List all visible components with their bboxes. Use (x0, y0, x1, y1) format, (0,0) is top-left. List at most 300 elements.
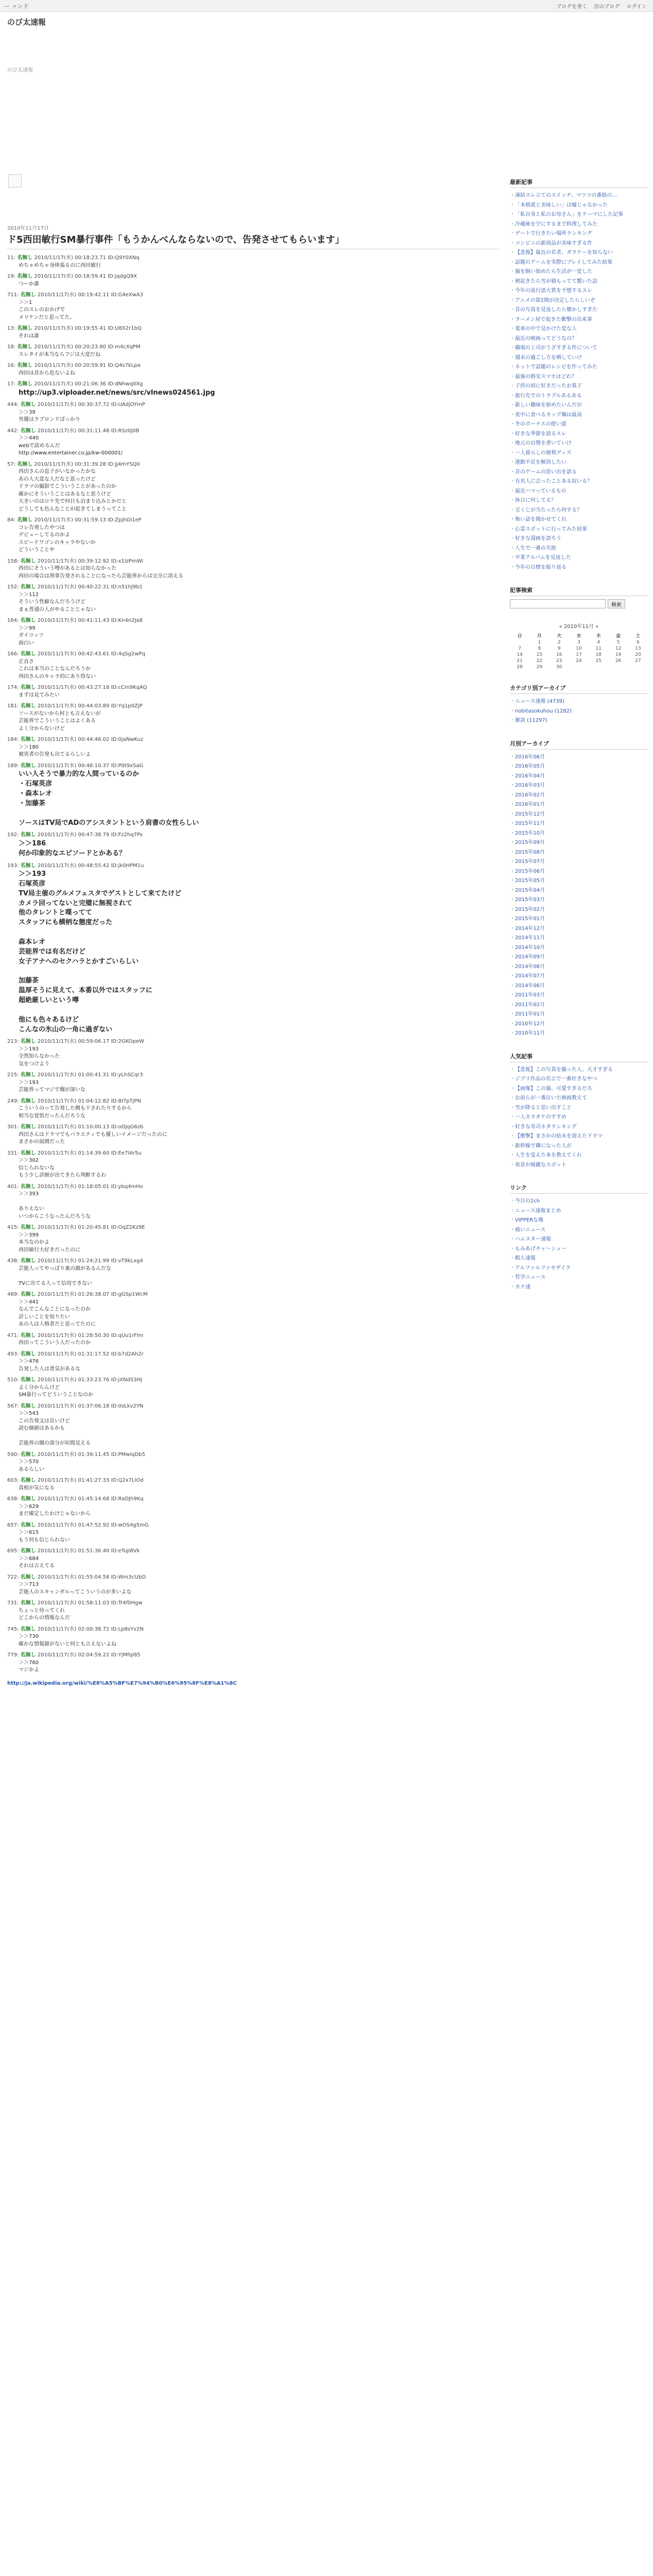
post-header: 567: 名無し 2010/11/17(水) 01:37:06.18 ID:0sLkv2YN (7, 1403, 144, 1409)
post-number[interactable]: 444 (7, 402, 18, 408)
latest-article-link[interactable]: ・ 地元の自慢を書いていけ (510, 439, 648, 449)
latest-article-link[interactable]: ・ 有名人に会ったことある奴いる？ (510, 477, 648, 487)
post-id: ID:Lp8sYv2N (111, 1626, 144, 1632)
post-number[interactable]: 164 (7, 618, 18, 624)
archive-heading: 月別アーカイブ (510, 739, 648, 750)
post-author: 名無し (20, 1150, 36, 1156)
archive-link[interactable]: ・ 2015年05月 (510, 876, 648, 886)
archive-link[interactable]: ・ 2015年11月 (510, 819, 648, 829)
post-number[interactable]: 415 (7, 1225, 18, 1231)
blogroll-link[interactable]: ・ アルファルファモザイク (510, 1264, 648, 1274)
calendar-day[interactable]: 22 (536, 658, 543, 664)
latest-article-link[interactable]: ・ 朝起きたら雪が積もってて驚いた話 (510, 277, 648, 287)
calendar-day[interactable]: 13 (635, 646, 641, 651)
post-id: ID:ZpjhGl1eP (108, 517, 142, 523)
latest-article-link[interactable]: ・ 昔の写真を見返したら懐かしすぎた (510, 306, 648, 315)
archive-link[interactable]: ・ 2015年01月 (510, 914, 648, 924)
post-number[interactable]: 193 (7, 862, 18, 869)
post-id: ID:oDJqG6zb (111, 1124, 144, 1130)
latest-article-link[interactable]: ・ 旅行先でのトラブルあるある (510, 392, 648, 401)
post-date: 2010/11/17(水) 01:51:36.40 (37, 1548, 110, 1554)
archive-link[interactable]: ・ 2015年12月 (510, 810, 648, 820)
archive-link[interactable]: ・ 2014年07月 (510, 972, 648, 981)
post-number[interactable]: 695 (7, 1548, 18, 1554)
post-number[interactable]: 152 (7, 584, 18, 590)
post (7, 1626, 499, 1649)
post-date: 2010/11/17(水) 01:33:23.76 (37, 1377, 110, 1383)
latest-article-link[interactable]: ・ 人生で一番の失敗 (510, 544, 648, 554)
calendar-day[interactable]: 26 (615, 658, 622, 664)
post-number[interactable]: 166 (7, 651, 18, 657)
post-date: 2010/11/17(水) 01:24:21.99 (37, 1258, 110, 1264)
post-number[interactable]: 17 (7, 381, 14, 387)
latest-article-link[interactable]: ・ デートで行きたい場所ランキング (510, 229, 648, 239)
post-date: 2010/11/17(水) 00:19:55.41 (34, 326, 106, 331)
search-button[interactable]: 検索 (608, 599, 625, 608)
post-number[interactable]: 711 (7, 292, 18, 298)
post-body: ＞＞629 まだ確定したわけじゃないから (19, 1503, 91, 1517)
latest-article-link[interactable]: ・ 「本格派と美味しい」は嘘じゃなかった (510, 201, 648, 211)
post-number[interactable]: 189 (7, 762, 18, 769)
post-number[interactable]: 442 (7, 428, 18, 434)
latest-article-link[interactable]: ・ 休日に何してる？ (510, 496, 648, 506)
archive-list (510, 753, 648, 1039)
search-input[interactable] (510, 599, 606, 608)
calendar-day[interactable] (589, 664, 608, 670)
latest-article-link[interactable]: ・ ラーメン屋で起きた衝撃の出来事 (510, 315, 648, 325)
post-header: 590: 名無し 2010/11/17(水) 01:39:11.45 ID:PMwlqDb5 (7, 1451, 145, 1458)
latest-article-link[interactable]: ・ 今年の流行語大賞を予想するスレ (510, 286, 648, 296)
latest-article-link[interactable]: ・ 好きな季節を語るスレ (510, 430, 648, 439)
post (7, 1072, 499, 1094)
post-id: ID:P0t9xSaG (111, 762, 144, 769)
post (7, 1291, 499, 1329)
calendar-day[interactable]: 3 (577, 640, 580, 645)
post-body: ＞＞393 ありえない いつからこうなったんだろうな (19, 1191, 91, 1219)
post-id: ID:jJ4mYSQ0 (108, 461, 140, 467)
archive-link[interactable]: ・ 2015年06月 (510, 867, 648, 877)
post-body: ＞＞180 被害者の告発も出てるらしいよ (19, 744, 91, 758)
calendar-day[interactable]: 28 (517, 665, 523, 670)
post-header: 638: 名無し 2010/11/17(水) 01:45:14.68 ID:RaDJh9Kq (7, 1496, 144, 1502)
post-body: いい人そうで暴力的な人間っているのか ・石塚英彦 ・森本レオ ・加藤茶 ソースはTV局でADのアシスタントという肩書の女性らしい (19, 770, 199, 827)
archive-link[interactable]: ・ 2015年04月 (510, 886, 648, 896)
post-author: 名無し (20, 1258, 36, 1264)
blogroll-link[interactable]: ・ 哲学ニュース (510, 1273, 648, 1283)
post-id: ID:dNhwq0Xg (108, 381, 143, 387)
post-date: 2010/11/17(水) 00:42:43.61 (37, 651, 110, 657)
latest-article-link[interactable]: ・ 【悲報】最近の若者、ガラケーを知らない (510, 248, 648, 258)
post-date: 2010/11/17(水) 00:39:12.92 (37, 558, 110, 564)
post (7, 428, 499, 457)
post-header: 301: 名無し 2010/11/17(水) 01:10:00.13 ID:oDJqG6zb (7, 1124, 144, 1130)
post (7, 584, 499, 614)
calendar-day[interactable]: 24 (576, 658, 582, 664)
calendar-caption[interactable]: « 2010年11月 » (559, 624, 599, 630)
latest-article-link[interactable]: ・ 「私自身と私のお母さん」をテーマにした記事 (510, 210, 648, 220)
popular-article-link[interactable]: ・ 人生を変えた本を教えてくれ (510, 1151, 648, 1161)
calendar-day[interactable]: 21 (517, 658, 523, 664)
post (7, 1451, 499, 1474)
archive-link[interactable]: ・ 2016年01月 (510, 800, 648, 810)
post-number[interactable]: 13 (7, 326, 14, 331)
calendar-day[interactable]: 7 (518, 646, 521, 651)
post-id: ID:gGSp1WcM (111, 1292, 148, 1298)
post-header: 779: 名無し 2010/11/17(水) 02:04:59.22 ID:YjMfqI85 (7, 1652, 141, 1658)
popular-article-link[interactable]: ・ お前らが一番泣いた映画教えて (510, 1094, 648, 1104)
post-number[interactable]: 301 (7, 1124, 18, 1130)
calendar-day[interactable]: 10 (576, 646, 582, 651)
post (7, 762, 499, 828)
article-title[interactable]: ド5西田敏行SM暴行事件「もうかんべんならないので、告発させてもらいます」 (7, 232, 499, 249)
calendar-day[interactable]: 8 (538, 646, 541, 651)
calendar-day[interactable]: 9 (557, 646, 561, 651)
calendar-day[interactable]: 30 (556, 665, 562, 670)
post-id: ID:PMwlqDb5 (111, 1451, 145, 1458)
post-number[interactable]: 331 (7, 1150, 18, 1156)
latest-articles (510, 178, 648, 572)
calendar-day[interactable]: 14 (517, 652, 523, 657)
popular-article-link[interactable]: ・ 【衝撃】まさかの結末を迎えたドラマ (510, 1132, 648, 1142)
category-archive (510, 684, 648, 726)
latest-article-link[interactable]: ・ 最近の映画ってどうなの？ (510, 334, 648, 344)
post-id: ID:0sLkv2YN (111, 1403, 144, 1409)
archive-link[interactable]: ・ 2011年01月 (510, 1010, 648, 1020)
post-header: 603: 名無し 2010/11/17(水) 01:41:27.33 ID:Q2x7LIOd (7, 1478, 144, 1484)
calendar-day[interactable]: 27 (635, 658, 641, 664)
archive-link[interactable]: ・ 2015年03月 (510, 895, 648, 905)
post-id: ID:n51hJ9b1 (111, 584, 143, 590)
post-body: 西田さんの息子がいなかったかな あの人大変な人だなと思ったけど ドラマの撮影でこういうことがあったのか 確かにそういうことはあるなと思うけど 大きいのはロケ先で何日も泊まり込みとかだと どうしても色んなことが起きてしまうってこと (19, 469, 127, 512)
post-body: 西田ってこういう人だったのか (19, 1340, 91, 1346)
popular-article-link[interactable]: ・ 雪が降ると思い出すこと (510, 1104, 648, 1113)
next-blog-link[interactable]: 次のブログ (594, 4, 620, 10)
latest-article-link[interactable]: ・ 宝くじが当たったら何する？ (510, 506, 648, 516)
post (7, 736, 499, 759)
post-header: 84: 名無し 2010/11/17(水) 00:31:59.13 ID:ZpjhGl1eP (7, 517, 142, 523)
blogroll-link[interactable]: ・ もみあげチャ～シュ～ (510, 1245, 648, 1255)
post-header: 331: 名無し 2010/11/17(水) 01:14:39.60 ID:Ee7lAr5u (7, 1150, 142, 1156)
post-number[interactable]: 567 (7, 1403, 18, 1409)
login-link[interactable]: ログイン (626, 4, 647, 10)
calendar-day[interactable]: 6 (636, 640, 640, 645)
category-link[interactable]: ・ nobitasokuhou (1282) (510, 707, 648, 717)
post-number[interactable]: 16 (7, 363, 14, 368)
post-id: ID:x1lzPmWi (111, 558, 144, 564)
post-id: ID:m4cXqPM (108, 344, 141, 350)
post-body: 西田は昔から危ないよね (19, 370, 75, 376)
main-content (7, 170, 499, 2576)
wikipedia-link[interactable]: http://ja.wikipedia.org/wiki/%E8%A5%BF%E7%94%B0%E6%95%8F%E8%A1%8C (7, 1680, 237, 1686)
links-list (510, 1197, 648, 1292)
post-number[interactable]: 590 (7, 1451, 18, 1458)
latest-article-link[interactable]: ・ 冷蔵庫を空にするまで料理してみた (510, 220, 648, 230)
post-number[interactable]: 657 (7, 1522, 18, 1528)
latest-article-link[interactable]: ・ 昔のゲームの思い出を語る (510, 468, 648, 478)
latest-article-link[interactable]: ・ 最強の格安スマホはどれ？ (510, 372, 648, 382)
archive-link[interactable]: ・ 2015年10月 (510, 829, 648, 839)
post-body: ＞＞39 男優はラブロンドばっかり (19, 409, 80, 423)
calendar-day[interactable] (569, 664, 589, 670)
post-date: 2010/11/17(水) 01:37:06.18 (37, 1403, 110, 1409)
top-bar (0, 0, 653, 12)
calendar-day[interactable]: 12 (615, 646, 622, 651)
post-author: 名無し (20, 402, 36, 408)
calendar-day[interactable]: 4 (597, 640, 600, 645)
archive-link[interactable]: ・ 2016年05月 (510, 762, 648, 772)
latest-article-link[interactable]: ・ 話題のゲームを実際にプレイしてみた結果 (510, 258, 648, 268)
post-date: 2010/11/17(水) 01:04:12.82 (37, 1098, 110, 1104)
post-id: ID:RSz0j0B (111, 428, 140, 434)
post-number[interactable]: 469 (7, 1292, 18, 1298)
blogroll-link[interactable]: ・ ハムスター速報 (510, 1235, 648, 1245)
post-number[interactable]: 603 (7, 1478, 18, 1484)
popular-article-link[interactable]: ・ ジブリ作品の名言で一番好きなやつ (510, 1075, 648, 1084)
archive-link[interactable]: ・ 2014年11月 (510, 934, 648, 943)
post-author: 名無し (20, 1574, 36, 1580)
latest-article-link[interactable]: ・ 凍結スレ立てのスイッチ、マツコの番組の… (510, 191, 648, 201)
archive-link[interactable]: ・ 2014年09月 (510, 953, 648, 962)
calendar-day[interactable]: 1 (538, 640, 541, 645)
calendar-day[interactable]: 23 (556, 658, 562, 664)
post-author: 名無し (17, 461, 33, 467)
latest-article-link[interactable]: ・ 電車の中で見かけた変な人 (510, 325, 648, 334)
post-id: ID:UAdjOYmP (111, 402, 145, 408)
archive-link[interactable]: ・ 2015年08月 (510, 848, 648, 858)
latest-article-link[interactable]: ・ 週末の過ごし方を晒していけ (510, 353, 648, 363)
post-number[interactable]: 174 (7, 685, 18, 691)
post-number[interactable]: 213 (7, 1039, 18, 1045)
post (7, 1124, 499, 1146)
post-number[interactable]: 438 (7, 1258, 18, 1264)
archive-link[interactable]: ・ 2015年09月 (510, 838, 648, 848)
calendar-day[interactable] (510, 639, 529, 646)
blogroll-link[interactable]: ・ VIPPERな俺 (510, 1216, 648, 1226)
post-id: ID:U8X2r1bQ (108, 326, 142, 331)
post (7, 1652, 499, 1674)
post (7, 381, 499, 398)
category-link[interactable]: ・ ニュース速報 (4739) (510, 697, 648, 707)
post-list (7, 255, 499, 1674)
post (7, 273, 499, 288)
calendar-day[interactable]: 11 (595, 646, 602, 651)
popular-article-link[interactable]: ・ 一人カラオケのすすめ (510, 1113, 648, 1123)
blogroll-link[interactable]: ・ ニュース速報まとめ (510, 1207, 648, 1216)
post-header: 57: 名無し 2010/11/17(水) 00:31:39.28 ID:jJ4mYSQ0 (7, 461, 140, 467)
post-id: ID:wOS4g5mG (111, 1522, 149, 1528)
post-number[interactable]: 84 (7, 517, 14, 523)
post-number[interactable]: 249 (7, 1098, 18, 1104)
post-author: 名無し (20, 1522, 36, 1528)
archive-link[interactable]: ・ 2016年06月 (510, 753, 648, 762)
popular-article-link[interactable]: ・ 夜景が綺麗なスポット (510, 1161, 648, 1171)
post-body: ＞＞684 それは言えてる (19, 1555, 55, 1569)
latest-article-link[interactable]: ・ 好きな漫画を語ろう (510, 534, 648, 544)
post (7, 1522, 499, 1545)
post-number[interactable]: 779 (7, 1652, 18, 1658)
latest-article-link[interactable]: ・ 冬のボーナスの使い道 (510, 420, 648, 430)
post-number[interactable]: 11 (7, 255, 14, 261)
post-header: 184: 名無し 2010/11/17(水) 00:44:46.02 ID:0jaNwKuz (7, 737, 144, 743)
archive-link[interactable]: ・ 2014年12月 (510, 924, 648, 934)
write-blog-link[interactable]: ブログを書く (556, 4, 588, 10)
post-header: 722: 名無し 2010/11/17(水) 01:55:04.58 ID:Wm3cIzbD (7, 1574, 146, 1580)
popular-article-link[interactable]: ・ 【画像】この猫、可愛すぎるだろ (510, 1084, 648, 1094)
post-number[interactable]: 184 (7, 737, 18, 743)
calendar-day[interactable]: 16 (556, 652, 562, 657)
post (7, 862, 499, 1035)
latest-article-link[interactable]: ・ ネットで話題のレシピを作ってみた (510, 363, 648, 372)
post-author: 名無し (20, 685, 36, 691)
post-body: スレタイが本当ならフジは大変だね (19, 351, 100, 358)
post-header: 13: 名無し 2010/11/17(水) 00:19:55.41 ID:U8X2r1bQ (7, 326, 142, 331)
blogroll-link[interactable]: ・ 暇人速報 (510, 1254, 648, 1264)
blogroll-link[interactable]: ・ 痛いニュース (510, 1226, 648, 1235)
calendar-day[interactable] (628, 664, 648, 670)
monthly-archive (510, 739, 648, 1039)
post-date: 2010/11/17(水) 00:18:23.71 (34, 255, 106, 261)
latest-article-link[interactable]: ・ 怖い話を聞かせてくれ (510, 515, 648, 525)
post-number[interactable]: 181 (7, 703, 18, 709)
archive-link[interactable]: ・ 2014年08月 (510, 962, 648, 972)
latest-article-link[interactable]: ・ 一人暮らしの便利グッズ (510, 449, 648, 459)
archive-link[interactable]: ・ 2016年03月 (510, 781, 648, 791)
post-id: ID:qUu1rFIm (111, 1332, 144, 1338)
post-header: 493: 名無し 2010/11/17(水) 01:31:17.52 ID:b7d2Ah2r (7, 1351, 144, 1357)
post-number[interactable]: 722 (7, 1574, 18, 1580)
archive-link[interactable]: ・ 2015年02月 (510, 905, 648, 915)
post-date: 2010/11/17(水) 02:04:59.22 (37, 1652, 110, 1658)
post-number[interactable]: 215 (7, 1072, 18, 1078)
post-date: 2010/11/17(水) 01:20:45.81 (37, 1225, 110, 1231)
archive-link[interactable]: ・ 2010年12月 (510, 1020, 648, 1029)
latest-article-link[interactable]: ・ 今年の目標を振り返る (510, 563, 648, 573)
post-date: 2010/11/17(水) 01:45:14.68 (37, 1496, 110, 1502)
archive-link[interactable]: ・ 2014年10月 (510, 943, 648, 953)
post-date: 2010/11/17(水) 01:00:41.31 (37, 1072, 110, 1078)
calendar-day[interactable]: 25 (595, 658, 602, 664)
post-date: 2010/11/17(水) 01:55:04.58 (37, 1574, 110, 1580)
calendar-day[interactable]: 15 (536, 652, 543, 657)
post-number[interactable]: 731 (7, 1600, 18, 1606)
post-number[interactable]: 19 (7, 274, 14, 279)
post-header: 471: 名無し 2010/11/17(水) 01:28:50.30 ID:qUu1rFIm (7, 1332, 144, 1338)
post-author: 名無し (20, 1626, 36, 1632)
post-body: ＞＞193 芸能界ってマジで闇が深いな (19, 1079, 85, 1093)
post-author: 名無し (17, 274, 33, 279)
post (7, 1351, 499, 1374)
archive-link[interactable]: ・ 2016年02月 (510, 791, 648, 801)
popular-article-link[interactable]: ・ 好きな寿司ネタランキング (510, 1123, 648, 1132)
archive-link[interactable]: ・ 2010年11月 (510, 1029, 648, 1039)
post-date: 2010/11/17(水) 01:14:39.60 (37, 1150, 110, 1156)
post-date: 2010/11/17(水) 01:47:52.92 (37, 1522, 110, 1528)
post-body: http://up3.viploader.net/news/src/vlnews024561.jpg (19, 388, 215, 397)
calendar-day[interactable]: 5 (616, 640, 620, 645)
latest-article-link[interactable]: ・ 職場の上司がうざすぎる件について (510, 344, 648, 353)
search-heading: 記事検索 (510, 586, 648, 596)
calendar-day[interactable]: 19 (615, 652, 622, 657)
archive-link[interactable]: ・ 2011年02月 (510, 1001, 648, 1010)
latest-article-link[interactable]: ・ 卒業アルバムを見返した (510, 553, 648, 563)
calendar-weekday: 火 (557, 634, 562, 639)
blogroll-link[interactable]: ・ カナ速 (510, 1283, 648, 1293)
post-header: 18: 名無し 2010/11/17(水) 00:20:23.80 ID:m4cXqPM (7, 344, 141, 350)
post-number[interactable]: 510 (7, 1377, 18, 1383)
post-number[interactable]: 493 (7, 1351, 18, 1357)
latest-article-link[interactable]: ・ 猫を飼い始めたら生活が一変した (510, 267, 648, 277)
latest-article-link[interactable]: ・ コンビニの新商品が美味すぎる件 (510, 239, 648, 249)
post-id: ID:8I7pTjPN (111, 1098, 141, 1104)
post-author: 名無し (20, 1652, 36, 1658)
calendar-day[interactable]: 2 (557, 640, 561, 645)
latest-article-link[interactable]: ・ 最近ハマっているもの (510, 487, 648, 497)
post-header: 745: 名無し 2010/11/17(水) 02:00:38.72 ID:Lp8sYv2N (7, 1626, 144, 1632)
archive-link[interactable]: ・ 2011年03月 (510, 991, 648, 1001)
archive-link[interactable]: ・ 2015年07月 (510, 857, 648, 867)
latest-article-link[interactable]: ・ 夜中に食べるカップ麺は最高 (510, 411, 648, 420)
post-number[interactable]: 57 (7, 461, 14, 467)
popular-article-link[interactable]: ・ 【悲報】この写真を撮った人、天才すぎる (510, 1065, 648, 1075)
archive-link[interactable]: ・ 2016年04月 (510, 772, 648, 782)
post-header: 469: 名無し 2010/11/17(水) 01:26:38.07 ID:gGSp1WcM (7, 1292, 148, 1298)
post-number[interactable]: 638 (7, 1496, 18, 1502)
post-date: 2010/11/17(水) 01:10:00.13 (37, 1124, 110, 1130)
latest-article-link[interactable]: ・ 心霊スポットに行ってみた結果 (510, 525, 648, 535)
post-body: ＞＞193 石塚英彦 TV局主催のグルメフェスタでゲストとして来てたけど カメラ回ってないと完璧に無視されて 他のタレントと喋ってて スタッフにも横柄な態度だった 森本レオ 芸能界では有名だけど 女子アナへのセクハラとかすごいらしい 加藤茶 温厚そうに見えて、本番以外ではスタッフに 超絶厳しいという噂 他にも色々あるけど こんなの氷山の一角に過ぎない (19, 870, 181, 1033)
archive-link[interactable]: ・ 2014年06月 (510, 981, 648, 991)
calendar-day[interactable]: 18 (595, 652, 602, 657)
post-body: こういうのって告発した側も干されたりするから 相当な覚悟だったんだろうな (19, 1106, 132, 1119)
post-date: 2010/11/17(水) 00:20:23.80 (34, 344, 106, 350)
post-body: ＞＞476 告発した人は勇気があるな (19, 1359, 80, 1372)
post-date: 2010/11/17(水) 00:44:46.02 (37, 737, 110, 743)
post-number[interactable]: 192 (7, 832, 18, 838)
latest-article-link[interactable]: ・ アニメの第2期が決定したらしいぞ (510, 296, 648, 306)
post-number[interactable]: 158 (7, 558, 18, 564)
calendar-day[interactable] (608, 664, 628, 670)
calendar-day[interactable]: 20 (635, 652, 641, 657)
calendar-day[interactable]: 29 (536, 665, 543, 670)
site-title[interactable]: のび太速報 (7, 18, 46, 27)
latest-article-link[interactable]: ・ 運動不足を解消したい (510, 458, 648, 468)
post-body: つーか誰 (19, 281, 39, 287)
post-date: 2010/11/17(水) 00:31:39.28 (34, 461, 106, 467)
popular-article-link[interactable]: ・ 新幹線で隣になった人が (510, 1142, 648, 1151)
post-author: 名無し (17, 363, 33, 368)
post-body: ちょっと待ってくれ どこからの情報なんだ (19, 1607, 70, 1621)
post-number[interactable]: 471 (7, 1332, 18, 1338)
post-number[interactable]: 401 (7, 1183, 18, 1190)
latest-articles-list (510, 191, 648, 572)
post-header: 193: 名無し 2010/11/17(水) 00:48:55.42 ID:jk0HPM1u (7, 862, 144, 869)
post-date: 2010/11/17(水) 00:31:11.48 (37, 428, 110, 434)
post-author: 名無し (20, 558, 36, 564)
post-date: 2010/11/17(水) 00:20:59.91 (34, 363, 106, 368)
calendar-day[interactable]: 17 (576, 652, 582, 657)
post-author: 名無し (20, 1451, 36, 1458)
latest-article-link[interactable]: ・ 新しい趣味を始めたいんだが (510, 401, 648, 411)
category-link[interactable]: ・ 雑談 (11297) (510, 716, 648, 726)
post-id: ID:jqdgQ9X (108, 274, 138, 279)
post-body: めちゃめちゃ身体張るのに西田敏行 (19, 262, 101, 268)
post-date: 2010/11/17(水) 01:26:38.07 (37, 1292, 110, 1298)
post-body: 正直さ これは本当のことなんだろうか 西田さんのキャラ的にあり得ない (19, 658, 96, 680)
latest-article-link[interactable]: ・ 子供の頃に好きだったお菓子 (510, 382, 648, 392)
blogroll-link[interactable]: ・ 今日の2ch (510, 1197, 648, 1207)
post-number[interactable]: 18 (7, 344, 14, 350)
post-number[interactable]: 745 (7, 1626, 18, 1632)
